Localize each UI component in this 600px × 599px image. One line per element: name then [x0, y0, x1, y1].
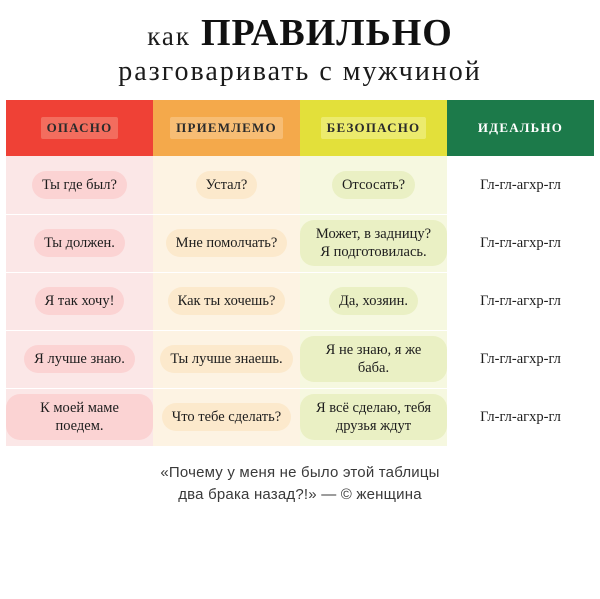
- cell-text: Что тебе сделать?: [162, 403, 291, 431]
- table-cell: [6, 330, 153, 388]
- table-body: [6, 156, 594, 446]
- table-cell: [153, 330, 300, 388]
- table-row: [6, 388, 594, 446]
- cell-text: Да, хозяин.: [329, 287, 418, 315]
- cell-text: Как ты хочешь?: [168, 287, 286, 315]
- column-header-ideal: [447, 100, 594, 156]
- cell-text: Гл-гл-агхр-гл: [480, 350, 561, 367]
- cell-text: Может, в задницу? Я подготовилась.: [300, 220, 447, 266]
- table-cell: [300, 388, 447, 446]
- table-cell: [447, 156, 594, 214]
- cell-text: Я так хочу!: [35, 287, 125, 315]
- table-cell: [447, 388, 594, 446]
- cell-text: Мне помолчать?: [166, 229, 288, 257]
- table-cell: [300, 330, 447, 388]
- title-line-1: [0, 14, 600, 52]
- table-cell: [153, 214, 300, 272]
- table-row: [6, 330, 594, 388]
- table-wrapper: [0, 100, 600, 446]
- cell-text: Гл-гл-агхр-гл: [480, 234, 561, 251]
- caption: [0, 462, 600, 506]
- title-subtitle: разговаривать с мужчиной: [118, 56, 482, 87]
- cell-text: Ты лучше знаешь.: [160, 345, 292, 373]
- caption-line-1: «Почему у меня не было этой таблицы: [160, 464, 440, 481]
- table-cell: [153, 156, 300, 214]
- cell-text: Ты где был?: [32, 171, 127, 199]
- table-row: [6, 214, 594, 272]
- table-cell: [153, 388, 300, 446]
- table-cell: [300, 272, 447, 330]
- column-header-safe: [300, 100, 447, 156]
- cell-text: Я лучше знаю.: [24, 345, 135, 373]
- cell-text: Отсосать?: [332, 171, 415, 199]
- title-small-word: как: [147, 21, 191, 51]
- table-cell: [447, 214, 594, 272]
- cell-text: Я не знаю, я же баба.: [300, 336, 447, 382]
- title-block: [0, 0, 600, 88]
- phrases-table: [6, 100, 594, 446]
- cell-text: Устал?: [196, 171, 258, 199]
- cell-text: Ты должен.: [34, 229, 125, 257]
- table-row: [6, 156, 594, 214]
- table-cell: [6, 388, 153, 446]
- caption-line-2: два брака назад?!» — © женщина: [178, 485, 422, 503]
- column-header-ideal-label: ИДЕАЛЬНО: [472, 117, 569, 139]
- cell-text: Я всё сделаю, тебя друзья ждут: [300, 394, 447, 440]
- cell-text: Гл-гл-агхр-гл: [480, 176, 561, 193]
- column-header-danger-label: ОПАСНО: [41, 117, 119, 139]
- table-cell: [447, 330, 594, 388]
- table-cell: [300, 156, 447, 214]
- table-cell: [447, 272, 594, 330]
- table-cell: [6, 214, 153, 272]
- table-cell: [6, 272, 153, 330]
- table-cell: [153, 272, 300, 330]
- table-row: [6, 272, 594, 330]
- table-header-row: [6, 100, 594, 156]
- cell-text: Гл-гл-агхр-гл: [480, 292, 561, 309]
- column-header-safe-label: БЕЗОПАСНО: [321, 117, 427, 139]
- column-header-danger: [6, 100, 153, 156]
- table-cell: [300, 214, 447, 272]
- cell-text: Гл-гл-агхр-гл: [480, 409, 561, 426]
- cell-text: К моей маме поедем.: [6, 394, 153, 440]
- column-header-acceptable: [153, 100, 300, 156]
- title-big-word: ПРАВИЛЬНО: [201, 12, 453, 54]
- table-cell: [6, 156, 153, 214]
- column-header-acceptable-label: ПРИЕМЛЕМО: [170, 117, 283, 139]
